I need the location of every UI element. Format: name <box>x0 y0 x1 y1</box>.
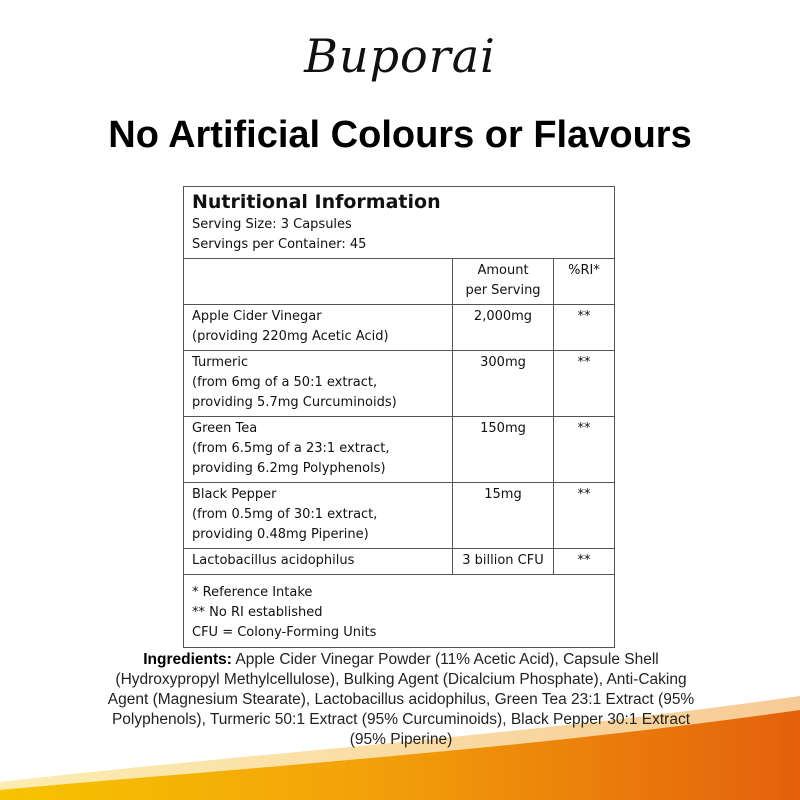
table-row <box>184 305 615 351</box>
serving-size: Serving Size: 3 Capsules <box>192 217 352 232</box>
nutrition-header-row <box>184 187 615 259</box>
nutrient-name <box>184 351 453 417</box>
nutrition-title: Nutritional Information <box>192 191 441 213</box>
brand-logo: Buporai <box>304 29 496 83</box>
nutrient-ri: ** <box>554 305 615 351</box>
nutrient-amount: 3 billion CFU <box>453 549 554 575</box>
nutrient-name-line: providing 5.7mg Curcuminoids) <box>192 395 397 410</box>
nutrient-name-line: providing 6.2mg Polyphenols) <box>192 461 386 476</box>
nutrient-name-line: (providing 220mg Acetic Acid) <box>192 329 389 344</box>
nutrient-name <box>184 417 453 483</box>
footnote: ** No RI established <box>192 605 323 620</box>
column-header-amount <box>453 259 554 305</box>
column-header-row <box>184 259 615 305</box>
ingredients-text <box>96 650 706 750</box>
ingredients-label: Ingredients: <box>143 651 232 668</box>
nutrient-name <box>184 483 453 549</box>
nutrient-name-line: Apple Cider Vinegar <box>192 309 322 324</box>
nutrient-ri: ** <box>554 417 615 483</box>
footnote: CFU = Colony-Forming Units <box>192 625 377 640</box>
nutrient-amount: 15mg <box>453 483 554 549</box>
nutrient-amount: 150mg <box>453 417 554 483</box>
headline: No Artificial Colours or Flavours <box>108 114 692 156</box>
nutrient-name-line: (from 6.5mg of a 23:1 extract, <box>192 441 390 456</box>
nutrient-name-line: (from 6mg of a 50:1 extract, <box>192 375 378 390</box>
servings-per-container: Servings per Container: 45 <box>192 237 367 252</box>
nutrient-amount: 300mg <box>453 351 554 417</box>
column-header-empty <box>184 259 453 305</box>
table-row <box>184 483 615 549</box>
table-row <box>184 351 615 417</box>
nutrient-name <box>184 549 453 575</box>
nutrition-header-cell <box>184 187 615 259</box>
table-row <box>184 417 615 483</box>
column-header-ri: %RI* <box>554 259 615 305</box>
nutrient-name-line: Lactobacillus acidophilus <box>192 553 355 568</box>
nutrient-amount: 2,000mg <box>453 305 554 351</box>
amount-header-line2: per Serving <box>465 283 541 298</box>
nutrient-name-line: Green Tea <box>192 421 258 436</box>
footnotes-cell <box>184 575 615 648</box>
nutrient-name-line: (from 0.5mg of 30:1 extract, <box>192 507 378 522</box>
footnote: * Reference Intake <box>192 585 313 600</box>
nutrient-ri: ** <box>554 549 615 575</box>
nutrient-ri: ** <box>554 483 615 549</box>
ingredients-list: Apple Cider Vinegar Powder (11% Acetic Acid), Capsule Shell (Hydroxypropyl Methylcellulose), Bulking Agent (Dicalcium Phosphate), Anti-Caking Agent (Magnesium Stearate), Lactobacillus acidophilus, Green Tea 23:1 Extract (95% Polyphenols), Turmeric 50:1 Extract (95% Curcuminoids), Black Pepper 30:1 Extract (95% Piperine) <box>107 651 695 748</box>
nutrient-name-line: Black Pepper <box>192 487 277 502</box>
nutrient-name-line: Turmeric <box>192 355 249 370</box>
nutrient-name <box>184 305 453 351</box>
nutrient-ri: ** <box>554 351 615 417</box>
nutrient-name-line: providing 0.48mg Piperine) <box>192 527 369 542</box>
amount-header-line1: Amount <box>477 263 529 278</box>
table-row <box>184 549 615 575</box>
footnotes-row <box>184 575 615 648</box>
nutrition-table <box>183 186 615 648</box>
